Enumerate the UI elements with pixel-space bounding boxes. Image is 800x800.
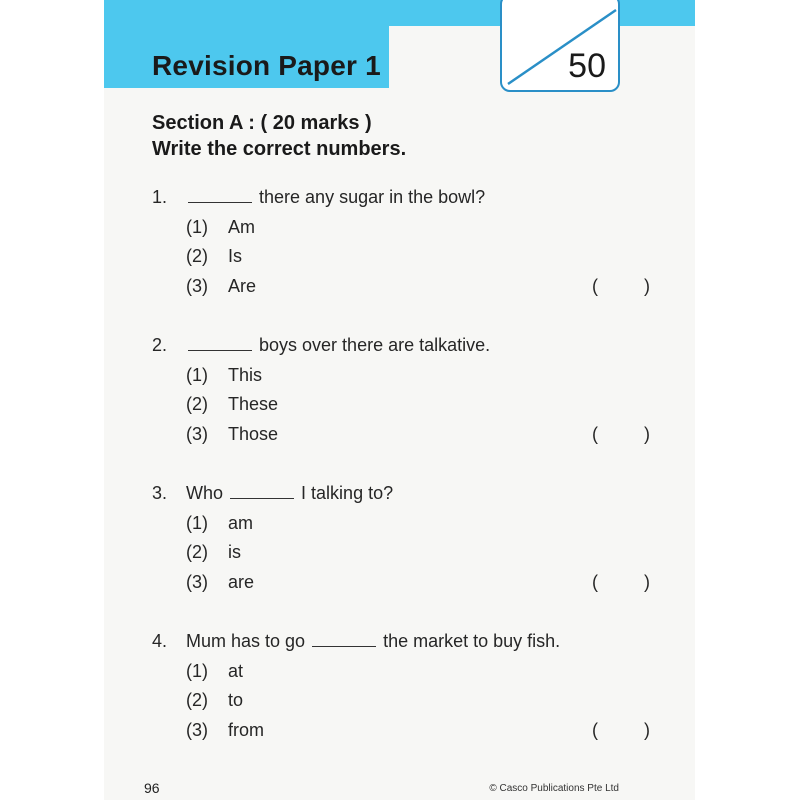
option-number: (1) bbox=[186, 217, 208, 237]
option-text: is bbox=[228, 542, 241, 562]
question-stem bbox=[186, 630, 560, 652]
option-text: to bbox=[228, 690, 244, 710]
bracket-close: ) bbox=[644, 572, 650, 592]
answer-bracket[interactable] bbox=[592, 275, 652, 297]
answer-blank[interactable] bbox=[188, 186, 252, 203]
score-total: 50 bbox=[568, 47, 606, 85]
page-title: Revision Paper 1 bbox=[152, 50, 381, 81]
answer-blank[interactable] bbox=[312, 630, 376, 647]
bracket-close: ) bbox=[644, 720, 650, 740]
question-text-after: I talking to? bbox=[301, 483, 394, 503]
option-number: (1) bbox=[186, 365, 208, 385]
page-number: 96 bbox=[144, 780, 160, 796]
answer-bracket[interactable] bbox=[592, 571, 652, 593]
option-text: are bbox=[228, 572, 255, 592]
answer-blank[interactable] bbox=[188, 334, 252, 351]
score-box bbox=[500, 0, 620, 92]
question-number: 1. bbox=[152, 187, 168, 207]
answer-blank[interactable] bbox=[230, 482, 294, 499]
option-number: (1) bbox=[186, 513, 208, 533]
bracket-open: ( bbox=[592, 276, 598, 296]
section-heading: Section A : ( 20 marks ) bbox=[152, 112, 372, 134]
bracket-open: ( bbox=[592, 424, 598, 444]
option-text: Those bbox=[228, 424, 279, 444]
option-text: Am bbox=[228, 217, 255, 237]
copyright-notice: © Casco Publications Pte Ltd bbox=[489, 783, 619, 794]
bracket-open: ( bbox=[592, 720, 598, 740]
option-number: (3) bbox=[186, 720, 208, 740]
bracket-close: ) bbox=[644, 276, 650, 296]
answer-bracket[interactable] bbox=[592, 423, 652, 445]
bracket-open: ( bbox=[592, 572, 598, 592]
worksheet-page bbox=[104, 0, 695, 800]
option-text: from bbox=[228, 720, 264, 740]
question-text-after: there any sugar in the bowl? bbox=[259, 187, 486, 207]
option-number: (3) bbox=[186, 276, 208, 296]
option-text: at bbox=[228, 661, 244, 681]
question-number: 2. bbox=[152, 335, 168, 355]
question-stem bbox=[186, 482, 393, 504]
option-number: (2) bbox=[186, 394, 208, 414]
question-text-after: boys over there are talkative. bbox=[259, 335, 491, 355]
option-text: These bbox=[228, 394, 279, 414]
question-text-before: Who bbox=[186, 483, 224, 503]
option-number: (2) bbox=[186, 246, 208, 266]
option-number: (2) bbox=[186, 690, 208, 710]
option-text: Is bbox=[228, 246, 243, 266]
question-number: 3. bbox=[152, 483, 168, 503]
option-text: am bbox=[228, 513, 254, 533]
answer-bracket[interactable] bbox=[592, 719, 652, 741]
question-stem bbox=[186, 186, 485, 208]
option-text: Are bbox=[228, 276, 257, 296]
section-instruction: Write the correct numbers. bbox=[152, 138, 407, 160]
option-number: (1) bbox=[186, 661, 208, 681]
section-header bbox=[152, 110, 406, 162]
question-text-before: Mum has to go bbox=[186, 631, 306, 651]
option-number: (3) bbox=[186, 572, 208, 592]
option-number: (3) bbox=[186, 424, 208, 444]
question-text-after: the market to buy fish. bbox=[383, 631, 561, 651]
question-number: 4. bbox=[152, 631, 168, 651]
option-number: (2) bbox=[186, 542, 208, 562]
option-text: This bbox=[228, 365, 263, 385]
question-stem bbox=[186, 334, 490, 356]
bracket-close: ) bbox=[644, 424, 650, 444]
